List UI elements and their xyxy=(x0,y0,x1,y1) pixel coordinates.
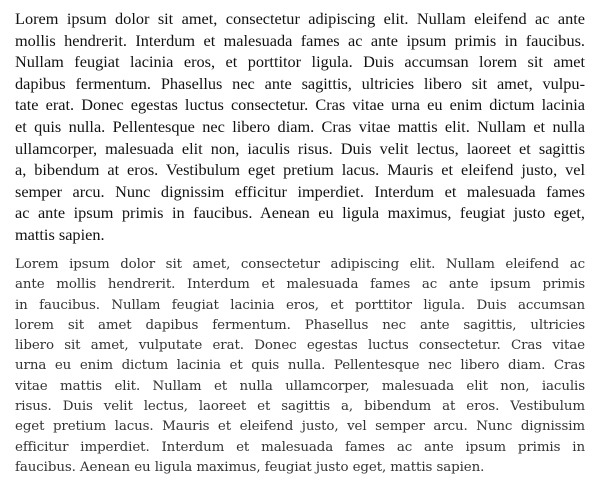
text-line: mollis hendrerit. Interdum et malesuada fames ac ante ipsum primis in faucibus. xyxy=(15,30,585,50)
text-line: faucibus. Aenean eu ligula maximus, feugiat justo eget, mattis sapien. xyxy=(15,459,485,475)
text-line: eget pretium lacus. Mauris et eleifend justo, vel semper arcu. Nunc dignissim xyxy=(15,419,585,435)
text-line: lorem sit amet dapibus fermentum. Phasellus nec ante sagittis, ultricies xyxy=(15,317,585,333)
text-line: mattis sapien. xyxy=(15,224,105,244)
text-line: libero sit amet, vulputate erat. Donec egestas luctus consectetur. Cras vitae xyxy=(15,338,585,354)
text-line: ac ante ipsum primis in faucibus. Aenean eu ligula maximus, feugiat justo eget, xyxy=(15,203,585,223)
text-line: et quis nulla. Pellentesque nec libero diam. Cras vitae mattis elit. Nullam et nulla xyxy=(15,116,585,136)
text-line: efficitur imperdiet. Interdum et malesuada fames ac ante ipsum primis in xyxy=(15,439,585,455)
paragraph-computer-modern xyxy=(15,255,585,478)
text-line: semper arcu. Nunc dignissim efficitur imperdiet. Interdum et malesuada fames xyxy=(15,181,585,201)
text-line: ante mollis hendrerit. Interdum et malesuada fames ac ante ipsum primis xyxy=(15,277,585,293)
text-line: Nullam feugiat lacinia eros, et porttitor ligula. Duis accumsan lorem sit amet xyxy=(15,52,585,72)
text-line: dapibus fermentum. Phasellus nec ante sagittis, ultricies libero sit amet, vulpu- xyxy=(15,73,585,93)
text-line: a, bibendum at eros. Vestibulum eget pretium lacus. Mauris et eleifend justo, vel xyxy=(15,160,585,180)
text-line: tate erat. Donec egestas luctus consectetur. Cras vitae urna eu enim dictum lacinia xyxy=(15,95,585,115)
text-line: vitae mattis elit. Nullam et nulla ullamcorper, malesuada elit non, iaculis xyxy=(15,378,585,394)
text-line: Lorem ipsum dolor sit amet, consectetur adipiscing elit. Nullam eleifend ac xyxy=(15,257,585,272)
text-line: in faucibus. Nullam feugiat lacinia eros, et porttitor ligula. Duis accumsan xyxy=(15,297,585,313)
text-line: risus. Duis velit lectus, laoreet et sagittis a, bibendum at eros. Vestibulum xyxy=(15,399,585,415)
paragraph-times-roman xyxy=(15,8,585,246)
text-line: ullamcorper, malesuada elit non, iaculis risus. Duis velit lectus, laoreet et sagittis xyxy=(15,138,585,158)
text-line: Lorem ipsum dolor sit amet, consectetur adipiscing elit. Nullam eleifend ac ante xyxy=(15,9,585,28)
text-line: urna eu enim dictum lacinia et quis nulla. Pellentesque nec libero diam. Cras xyxy=(15,358,585,374)
